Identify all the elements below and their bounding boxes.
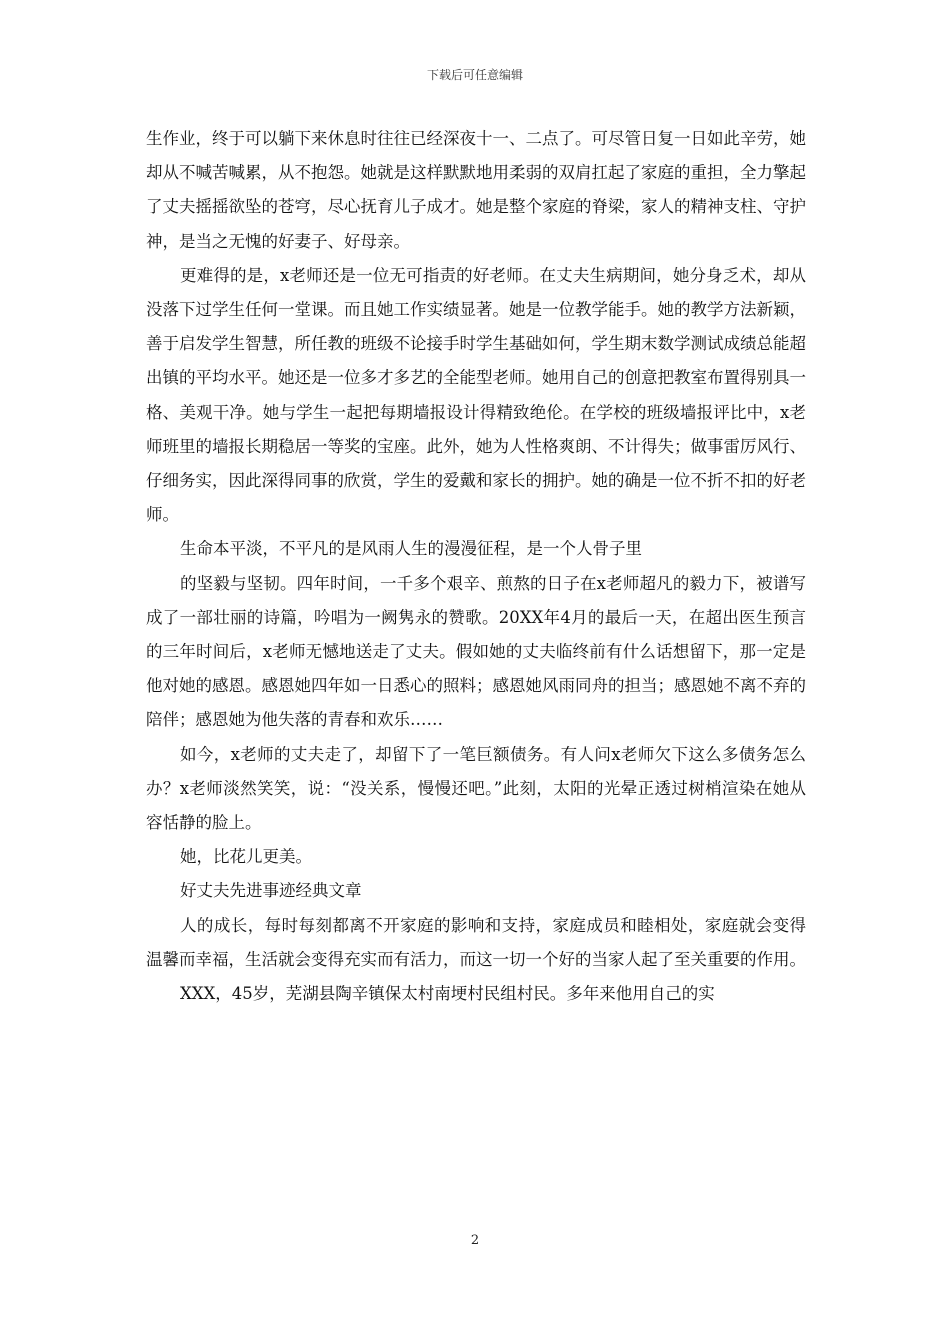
paragraph-8: XXX，45岁，芜湖县陶辛镇保太村南埂村民组村民。多年来他用自己的实	[180, 984, 715, 1004]
page-header: 下载后可任意编辑	[426, 68, 523, 82]
paragraph-2: 更难得的是，x老师还是一位无可指责的好老师。在丈夫生病期间，她分身乏术，却从没落下过学生任何一堂课。而且她工作实绩显著。她是一位教学能手。她的教学方法新颖，善于启发学生智慧，所任教的班级不论接手时学生基础如何，学生期末数学测试成绩总能超出镇的平均水平。她还是一位多才多艺的全能型老师。她用自己的创意把教室布置得别具一格、美观干净。她与学生一起把每期墙报设计得精致绝伦。在学校的班级墙报评比中，x老师班里的墙报长期稳居一等奖的宝座。此外，她为人性格爽朗、不计得失；做事雷厉风行、仔细务实，因此深得同事的欣赏，学生的爱戴和家长的拥护。她的确是一位不折不扣的好老师。	[146, 265, 806, 525]
section-title: 好丈夫先进事迹经典文章	[180, 881, 362, 901]
paragraph-4: 的坚毅与坚韧。四年时间，一千多个艰辛、煎熬的日子在x老师超凡的毅力下，被谱写成了一部壮丽的诗篇，吟唱为一阙隽永的赞歌。20XX年4月的最后一天，在超出医生预言的三年时间后，x老师无憾地送走了丈夫。假如她的丈夫临终前有什么话想留下，那一定是他对她的感恩。感恩她四年如一日悉心的照料；感恩她风雨同舟的担当；感恩她不离不弃的陪伴；感恩她为他失落的青春和欢乐……	[146, 573, 806, 730]
paragraph-1: 生作业，终于可以躺下来休息时往往已经深夜十一、二点了。可尽管日复一日如此辛劳，她却从不喊苦喊累，从不抱怨。她就是这样默默地用柔弱的双肩扛起了家庭的重担，全力擎起了丈夫摇摇欲坠的苍穹，尽心抚育儿子成才。她是整个家庭的脊梁，家人的精神支柱、守护神，是当之无愧的好妻子、好母亲。	[146, 129, 806, 251]
paragraph-3: 生命本平淡，不平凡的是风雨人生的漫漫征程，是一个人骨子里	[180, 539, 642, 559]
page-number: 2	[470, 1233, 480, 1248]
paragraph-5: 如今，x老师的丈夫走了，却留下了一笔巨额债务。有人问x老师欠下这么多债务怎么办？x老师淡然笑笑，说：“没关系，慢慢还吧。”此刻，太阳的光晕正透过树梢渲染在她从容恬静的脸上。	[146, 744, 806, 833]
paragraph-7: 人的成长，每时每刻都离不开家庭的影响和支持，家庭成员和睦相处，家庭就会变得温馨而幸福，生活就会变得充实而有活力，而这一切一个好的当家人起了至关重要的作用。	[146, 915, 806, 969]
paragraph-6: 她，比花儿更美。	[180, 847, 312, 867]
document-body	[146, 122, 806, 1011]
